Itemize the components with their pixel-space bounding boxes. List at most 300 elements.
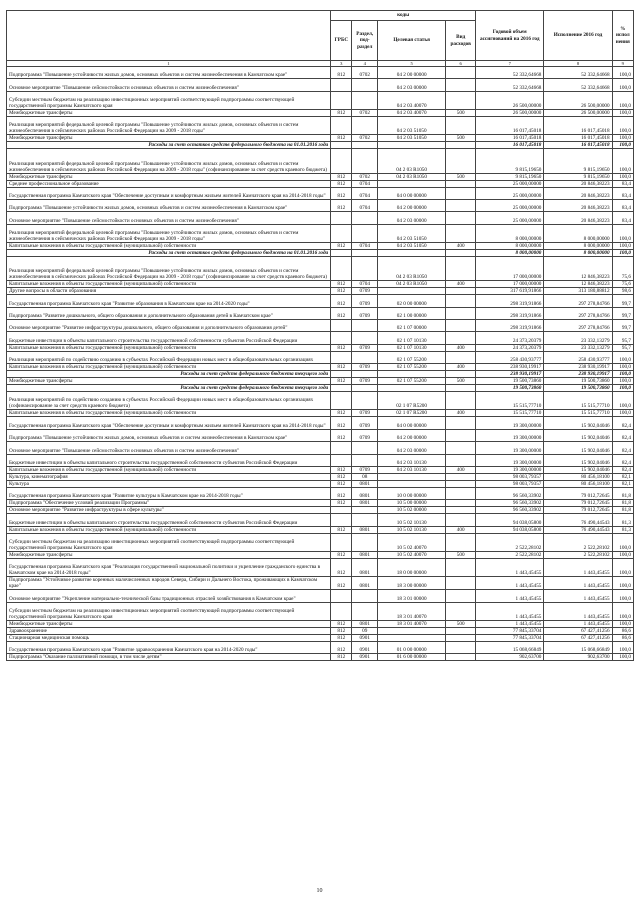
table-row [7,500,634,507]
executed-column-header: Исполнение 2016 год [544,11,612,61]
grbs-code: 812 [331,467,352,474]
grbs-code: 812 [331,344,352,351]
row-name: Основное мероприятие "Повышение сейсмостойкости основных объектов и систем жизнеобеспечения" [7,442,331,454]
exp-type-code: 500 [446,135,476,142]
planned-amount: 9 815,19650 [476,149,544,173]
grbs-code: 812 [331,288,352,295]
exp-type-code [446,602,476,620]
target-code: 02 1 07 R5200 [378,392,446,410]
executed-amount: 19 500,73860 [544,378,612,385]
executed-amount: 76 490,44543 [544,526,612,533]
executed-amount: 15 515,77710 [544,392,612,410]
executed-amount: 2 522,28102 [544,533,612,551]
percent-value: 95,7 [612,344,633,351]
exp-type-code [446,392,476,410]
table-row [7,199,634,211]
percent-value: 81,8 [612,507,633,514]
planned-amount: 94 038,05800 [476,526,544,533]
table-row [7,320,634,332]
row-name: Межбюджетные трансферты [7,110,331,117]
row-name: Капитальные вложения в объекты государственной (муниципальной) собственности [7,467,331,474]
section-code: 0702 [352,135,378,142]
planned-amount: 1 443,45455 [476,590,544,602]
target-code: 10 5 02 10130 [378,514,446,526]
exp-type-code: 400 [446,243,476,250]
table-row [7,281,634,288]
percent-value: 83,4 [612,199,633,211]
planned-amount: 8 000,00000 [476,224,544,242]
section-code [352,514,378,526]
table-row [7,288,634,295]
exp-type-code [446,295,476,307]
table-row [7,117,634,135]
grbs-code: 812 [331,364,352,371]
table-header [7,11,634,67]
section-code [352,117,378,135]
percent-value: 100,0 [612,173,633,180]
planned-amount: 15 068,66849 [476,642,544,654]
table-row [7,344,634,351]
row-name: Бюджетные инвестиции в объекты капитального строительства государственной собственности субъектов Российской Федерации [7,514,331,526]
grbs-code: 812 [331,187,352,199]
exp-type-code [446,481,476,488]
percent-value: 95,7 [612,332,633,344]
section-code: 0702 [352,67,378,79]
table-row [7,552,634,559]
grbs-code: 812 [331,295,352,307]
note-row [7,371,634,378]
section-code: 0801 [352,621,378,628]
target-column-header: Целевая статья [378,21,446,61]
percent-value: 82,4 [612,454,633,466]
planned-amount: 26 500,00000 [476,91,544,109]
grbs-code: 812 [331,635,352,642]
target-code: 04 2 03 R1050 [378,281,446,288]
section-code [352,332,378,344]
grbs-code: 812 [331,307,352,319]
section-code: 0709 [352,417,378,429]
target-code: 02 1 07 10130 [378,344,446,351]
row-name: Капитальные вложения в объекты государственной (муниципальной) собственности [7,281,331,288]
percent-value: 100,0 [612,91,633,109]
planned-amount: 1 443,45455 [476,602,544,620]
target-code [378,628,446,635]
section-code [352,351,378,363]
grbs-code [331,332,352,344]
grbs-code [331,79,352,91]
executed-amount: 297 278,84766 [544,295,612,307]
planned-amount: 24 373,20379 [476,332,544,344]
grbs-code [331,224,352,242]
executed-amount: 16 017,45018 [544,117,612,135]
section-code: 0801 [352,552,378,559]
section-code: 0709 [352,429,378,441]
target-code: 04 2 00 00000 [378,429,446,441]
section-code: 0709 [352,307,378,319]
percent-value: 86,6 [612,635,633,642]
codes-group-header: коды [331,11,476,21]
section-code: 0709 [352,378,378,385]
section-column-header: Раздел, под-раздел [352,21,378,61]
exp-type-code: 500 [446,173,476,180]
planned-amount: 298 319,91866 [476,320,544,332]
target-code: 10 5 00 00000 [378,500,446,507]
target-code: 04 2 00 00000 [378,199,446,211]
row-name: Межбюджетные трансферты [7,552,331,559]
grbs-code [331,507,352,514]
target-code: 02 1 00 00000 [378,307,446,319]
percent-value: 100,0 [612,371,633,378]
planned-amount: 24 373,20379 [476,344,544,351]
row-name: Реализация мероприятий федеральной целевой программы "Повышение устойчивости жилых домов, основных объектов и систем жизнеобеспечения в сейсмических районах Российской Федерации на 2009 - 2018 годы" (софинансирование за счет средств краевого бюджета) [7,257,331,281]
percent-value: 100,0 [612,79,633,91]
grbs-code [331,91,352,109]
target-code: 04 2 03 R1050 [378,149,446,173]
planned-amount: 98 003,79357 [476,474,544,481]
grbs-code: 812 [331,621,352,628]
exp-type-code [446,307,476,319]
grbs-code [331,602,352,620]
row-name: Капитальные вложения в объекты государственной (муниципальной) собственности [7,526,331,533]
planned-column-header: Годовой объем ассигнований на 2016 год [476,11,544,61]
section-code: 0709 [352,467,378,474]
percent-value: 100,0 [612,364,633,371]
target-code: 04 2 03 R1050 [378,173,446,180]
row-name: Подпрограмма "Повышение устойчивости жилых домов, основных объектов и систем жизнеобеспечения в Камчатском крае" [7,199,331,211]
section-code [352,212,378,224]
target-code [378,371,446,378]
grbs-code: 812 [331,173,352,180]
row-name: Основное мероприятие "Повышение сейсмостойкости основных объектов и систем жизнеобеспечения" [7,79,331,91]
row-name: Субсидии местным бюджетам на реализацию инвестиционных мероприятий соответствующей подпрограммы соответствующей государственной программы Камчатского края [7,533,331,551]
exp-type-code [446,288,476,295]
exp-type-code [446,187,476,199]
section-code [352,224,378,242]
executed-amount: 80 456,18100 [544,474,612,481]
executed-amount: 297 278,84766 [544,307,612,319]
row-name: Реализация мероприятий федеральной целевой программы "Повышение устойчивости жилых домов, основных объектов и систем жизнеобеспечения в сейсмических районах Российской Федерации на 2009 - 2018 годы" [7,117,331,135]
grbs-code: 812 [331,67,352,79]
executed-amount: 26 500,00000 [544,110,612,117]
table-row [7,442,634,454]
target-code: 02 1 07 R5200 [378,410,446,417]
table-row [7,514,634,526]
row-name: Бюджетные инвестиции в объекты капитального строительства государственной собственности субъектов Российской Федерации [7,332,331,344]
row-name: Государственная программа Камчатского края "Обеспечение доступным и комфортным жильем жителей Камчатского края на 2014-2018 годы" [7,417,331,429]
grbs-code: 812 [331,526,352,533]
exp-type-code [446,351,476,363]
exp-type-code [446,180,476,187]
exp-type-code [446,332,476,344]
target-code: 02 0 00 00000 [378,295,446,307]
table-row [7,173,634,180]
note-row [7,385,634,392]
planned-amount: 19 300,00000 [476,467,544,474]
exp-type-code [446,642,476,654]
target-code: 18 3 01 00000 [378,590,446,602]
executed-amount: 52 332,64668 [544,67,612,79]
row-name: Капитальные вложения в объекты государственной (муниципальной) собственности [7,344,331,351]
grbs-code: 812 [331,474,352,481]
target-code: 10 5 02 10130 [378,526,446,533]
grbs-code [331,442,352,454]
exp-type-code [446,250,476,257]
budget-table [6,10,634,661]
grbs-code: 812 [331,199,352,211]
executed-amount: 26 500,00000 [544,91,612,109]
section-code: 08 [352,474,378,481]
planned-amount: 298 319,91866 [476,307,544,319]
table-row [7,590,634,602]
executed-amount: 52 332,64668 [544,79,612,91]
executed-amount: 2 522,28102 [544,552,612,559]
executed-amount: 238 930,19917 [544,364,612,371]
target-code: 04 2 00 00000 [378,67,446,79]
exp-type-code [446,442,476,454]
planned-amount: 15 515,77710 [476,410,544,417]
executed-amount: 15 902,04046 [544,442,612,454]
percent-value: 100,0 [612,410,633,417]
exp-type-code [446,67,476,79]
exp-type-code [446,371,476,378]
target-code: 01 6 00 00000 [378,654,446,661]
exp-type-code: 400 [446,467,476,474]
grbs-code [331,117,352,135]
grbs-code [331,212,352,224]
percent-value: 100,0 [612,590,633,602]
executed-amount: 1 443,45455 [544,621,612,628]
planned-amount: 96 560,33902 [476,500,544,507]
planned-amount: 1 443,45455 [476,559,544,577]
target-code: 10 5 02 40070 [378,533,446,551]
planned-amount: 25 000,00000 [476,180,544,187]
grbs-code: 812 [331,654,352,661]
section-code: 0801 [352,488,378,500]
target-code: 02 1 07 55200 [378,351,446,363]
target-code: 02 1 07 00000 [378,320,446,332]
percent-value: 100,0 [612,135,633,142]
target-code: 04 2 03 40070 [378,91,446,109]
row-name: Государственная программа Камчатского края "Обеспечение доступным и комфортным жильем жителей Камчатского края на 2014-2018 годы" [7,187,331,199]
column-number: 9 [612,61,633,67]
executed-amount: 9 815,19650 [544,173,612,180]
target-code [378,481,446,488]
planned-amount: 19 300,00000 [476,429,544,441]
executed-amount: 80 456,18100 [544,481,612,488]
table-row [7,364,634,371]
executed-amount: 15 902,04046 [544,467,612,474]
percent-value: 83,4 [612,180,633,187]
percent-value: 100,0 [612,351,633,363]
executed-amount: 238 930,19917 [544,371,612,378]
section-code: 0704 [352,199,378,211]
table-row [7,559,634,577]
table-row [7,332,634,344]
executed-amount: 902,63700 [544,654,612,661]
target-code [378,180,446,187]
executed-amount: 1 443,45455 [544,577,612,590]
row-name: Расходы за счет остатков средств федерального бюджета на 01.01.2016 года [7,250,331,257]
percent-value: 81,3 [612,526,633,533]
row-name: Межбюджетные трансферты [7,378,331,385]
exp-type-code [446,212,476,224]
table-row [7,488,634,500]
table-row [7,180,634,187]
target-code: 02 1 07 55200 [378,364,446,371]
percent-value: 75,6 [612,257,633,281]
target-code: 04 0 00 00000 [378,187,446,199]
grbs-code: 812 [331,559,352,577]
executed-amount: 15 902,04046 [544,429,612,441]
percent-value: 100,0 [612,378,633,385]
grbs-code: 812 [331,500,352,507]
row-name: Основное мероприятие "Развитие инфраструктуры в сфере культуры" [7,507,331,514]
row-name: Реализация мероприятий федеральной целевой программы "Повышение устойчивости жилых домов, основных объектов и систем жизнеобеспечения в сейсмических районах Российской Федерации на 2009 - 2018 годы" [7,224,331,242]
grbs-code: 812 [331,488,352,500]
grbs-code: 812 [331,481,352,488]
table-row [7,621,634,628]
table-row [7,79,634,91]
exp-type-code [446,417,476,429]
target-code: 01 0 00 00000 [378,642,446,654]
section-code: 09 [352,628,378,635]
target-code [378,635,446,642]
exp-type-code: 400 [446,281,476,288]
executed-amount: 15 902,04046 [544,417,612,429]
target-code: 10 5 02 40070 [378,552,446,559]
executed-amount: 258 430,93777 [544,351,612,363]
table-row [7,307,634,319]
target-code: 18 3 01 40070 [378,602,446,620]
table-row [7,187,634,199]
percent-value: 100,0 [612,621,633,628]
executed-amount: 297 278,84766 [544,320,612,332]
planned-amount: 258 430,93777 [476,351,544,363]
grbs-code: 812 [331,628,352,635]
row-name: Расходы за счет средств федерального бюджета текущего года [7,385,331,392]
grbs-code: 812 [331,180,352,187]
executed-amount: 1 443,45455 [544,559,612,577]
executed-amount: 20 846,38223 [544,180,612,187]
percent-value: 100,0 [612,142,633,149]
table-row [7,577,634,590]
table-row [7,533,634,551]
table-row [7,378,634,385]
target-code: 04 2 03 51050 [378,243,446,250]
target-code: 18 3 00 00000 [378,577,446,590]
percent-value: 75,6 [612,281,633,288]
executed-amount: 1 443,45455 [544,602,612,620]
table-row [7,628,634,635]
target-code: 04 2 03 40070 [378,110,446,117]
section-code: 0801 [352,526,378,533]
exp-type-code [446,514,476,526]
exp-type-code [446,635,476,642]
row-name: Реализация мероприятий по содействию созданию в субъектах Российской Федерации новых мест в общеобразовательных организациях [7,351,331,363]
row-name: Субсидии местным бюджетам на реализацию инвестиционных мероприятий соответствующей подпрограммы соответствующей государственной программы Камчатского края [7,91,331,109]
section-code: 0709 [352,410,378,417]
grbs-code [331,590,352,602]
executed-amount: 313 180,88812 [544,288,612,295]
planned-amount: 25 000,00000 [476,199,544,211]
exp-type-code [446,628,476,635]
percent-value: 82,1 [612,481,633,488]
table-row [7,467,634,474]
planned-amount: 96 560,33902 [476,488,544,500]
exp-type-column-header: Вид расходов [446,21,476,61]
grbs-code: 812 [331,642,352,654]
grbs-code: 812 [331,429,352,441]
executed-amount: 79 012,72645 [544,507,612,514]
percent-value: 100,0 [612,385,633,392]
exp-type-code: 500 [446,621,476,628]
table-row [7,67,634,79]
percent-value: 82,4 [612,417,633,429]
executed-amount: 1 443,45455 [544,590,612,602]
target-code: 04 2 03 51050 [378,135,446,142]
section-code [352,250,378,257]
section-code: 0709 [352,344,378,351]
section-code: 0704 [352,243,378,250]
planned-amount: 19 500,73860 [476,378,544,385]
planned-amount: 15 515,77710 [476,392,544,410]
section-code [352,79,378,91]
percent-value: 100,0 [612,602,633,620]
target-code: 04 2 03 10130 [378,467,446,474]
table-row [7,474,634,481]
row-name: Подпрограмма "Развитие дошкольного, общего образования и дополнительного образования детей в Камчатском крае" [7,307,331,319]
row-name: Основное мероприятие "Повышение сейсмостойкости основных объектов и систем жизнеобеспечения" [7,212,331,224]
row-name: Подпрограмма "Оказание паллиативной помощи, в том числе детям" [7,654,331,661]
exp-type-code [446,199,476,211]
grbs-code: 812 [331,281,352,288]
row-name: Расходы за счет остатков средств федерального бюджета на 01.01.2016 года [7,142,331,149]
percent-value: 100,0 [612,654,633,661]
planned-amount: 96 560,33902 [476,507,544,514]
target-code: 04 2 03 51050 [378,117,446,135]
grbs-code [331,351,352,363]
percent-value: 100,0 [612,117,633,135]
row-name: Подпрограмма "Повышение устойчивости жилых домов, основных объектов и систем жизнеобеспечения в Камчатском крае" [7,67,331,79]
row-name: Культура [7,481,331,488]
exp-type-code [446,654,476,661]
executed-amount: 12 846,38223 [544,257,612,281]
exp-type-code [446,224,476,242]
section-code [352,385,378,392]
target-code [378,142,446,149]
executed-amount: 15 515,77710 [544,410,612,417]
table-row [7,149,634,173]
percent-value: 99,7 [612,295,633,307]
percent-value: 82,1 [612,474,633,481]
column-number: 3 [331,61,352,67]
percent-value: 100,0 [612,642,633,654]
section-code [352,590,378,602]
target-code: 10 0 00 00000 [378,488,446,500]
planned-amount: 94 038,05800 [476,514,544,526]
table-row [7,212,634,224]
column-number: 4 [352,61,378,67]
table-row [7,351,634,363]
grbs-code [331,392,352,410]
target-code [378,474,446,481]
exp-type-code [446,488,476,500]
section-code: 0801 [352,500,378,507]
executed-amount: 76 490,44543 [544,514,612,526]
planned-amount: 9 815,19650 [476,173,544,180]
row-name: Подпрограмма "Обеспечение условий реализации Программы" [7,500,331,507]
table-row [7,410,634,417]
